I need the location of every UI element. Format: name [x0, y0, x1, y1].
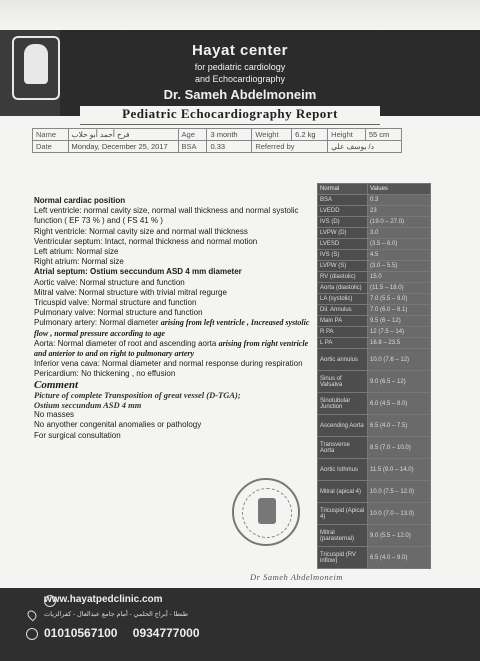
report-title: Pediatric Echocardiography Report: [80, 106, 380, 125]
meas-value: 6.5 (4.0 – 7.5): [368, 415, 431, 437]
measurements-body: [318, 195, 431, 569]
meas-value: 9.5 (6 – 12): [368, 316, 431, 327]
meas-row: [318, 415, 431, 437]
findings-section: [34, 196, 319, 441]
meas-row: [318, 272, 431, 283]
name-label: Name: [33, 129, 69, 141]
meas-value: (11.5 – 18.0): [368, 283, 431, 294]
finding-pericardium: Pericardium: No thickening , no effusion: [34, 369, 176, 379]
meas-param: L PA: [318, 338, 368, 349]
meas-param: Dil. Annulus: [318, 305, 368, 316]
finding-pulmonary-artery-b: arising from left ventricle , Increased systolic flow , normal pressure according to age: [34, 318, 310, 338]
finding-pulmonary-valve: Pulmonary valve: Normal structure and function: [34, 308, 203, 318]
meas-param: RV (diastolic): [318, 272, 368, 283]
meas-row: [318, 305, 431, 316]
meas-param: IVS (S): [318, 250, 368, 261]
meas-row: [318, 195, 431, 206]
meas-param: Main PA: [318, 316, 368, 327]
meas-row: [318, 459, 431, 481]
footer-address: طنطا - أبراج الحلمي - أمام جامع عبدالعال - كفرالزيات: [44, 611, 189, 618]
meas-row: [318, 525, 431, 547]
meas-param: Ascending Aorta: [318, 415, 368, 437]
meas-header-param: Normal: [318, 184, 368, 195]
comment-line-4: No anyother congenital anomalies or pathology: [34, 420, 202, 430]
meas-value: 8.5 (7.0 – 10.0): [368, 437, 431, 459]
meas-value: 3.0: [368, 228, 431, 239]
finding-position: Normal cardiac position: [34, 196, 126, 205]
page-top-edge: [0, 0, 480, 30]
meas-param: Transverse Aorta: [318, 437, 368, 459]
meas-row: [318, 206, 431, 217]
meas-param: Tricuspid (Apical 4): [318, 503, 368, 525]
comment-line-1: Picture of complete Transposition of great vessel (D-TGA);: [34, 389, 241, 400]
meas-header-value: Values: [368, 184, 431, 195]
meas-row: [318, 437, 431, 459]
meas-value: 9.0 (6.5 – 12): [368, 371, 431, 393]
meas-param: LVEDD: [318, 206, 368, 217]
location-pin-icon: [26, 609, 39, 622]
referred-label: Referred by: [252, 141, 328, 153]
age-value: 3 month: [207, 129, 252, 141]
finding-mitral-valve: Mitral valve: Normal structure with trivial mitral regurge: [34, 287, 227, 297]
finding-left-atrium: Left atrium: Normal size: [34, 247, 119, 257]
meas-value: (19.0 – 27.0): [368, 217, 431, 228]
finding-ivc: Inferior vena cava: Normal diameter and normal response during respiration: [34, 359, 303, 369]
meas-value: (3.0 – 5.5): [368, 261, 431, 272]
meas-param: LVESD: [318, 239, 368, 250]
meas-row: [318, 239, 431, 250]
meas-row: [318, 283, 431, 294]
finding-ventricular-septum: Ventricular septum: Intact, normal thickness and normal motion: [34, 236, 258, 246]
meas-row: [318, 338, 431, 349]
age-label: Age: [178, 129, 207, 141]
referred-value: د/ يوسف علي: [328, 141, 402, 153]
clinic-subtitle-1: for pediatric cardiology: [194, 62, 286, 72]
meas-row: [318, 316, 431, 327]
name-value: فرح أحمد أبو حلاب: [68, 129, 178, 141]
meas-value: 7.0 (5.5 – 9.0): [368, 294, 431, 305]
weight-value: 6.2 kg: [292, 129, 328, 141]
meas-param: Aortic annulus: [318, 349, 368, 371]
meas-param: Mitral (parasternal): [318, 525, 368, 547]
meas-value: 10.0 (7.6 – 12): [368, 349, 431, 371]
meas-param: LA (systolic): [318, 294, 368, 305]
meas-value: 11.5 (9.0 – 14.0): [368, 459, 431, 481]
meas-row: [318, 217, 431, 228]
clinic-subtitle-2: and Echocardiography: [194, 74, 286, 84]
comment-heading: Comment: [34, 378, 79, 391]
meas-row: [318, 228, 431, 239]
meas-param: IVS (D): [318, 217, 368, 228]
meas-param: Aortic Isthmus: [318, 459, 368, 481]
meas-row: [318, 250, 431, 261]
doctor-name: Dr. Sameh Abdelmoneim: [163, 87, 317, 102]
meas-param: LVPW (S): [318, 261, 368, 272]
footer-phone-1: 01010567100: [44, 626, 118, 640]
comment-line-5: For surgical consultation: [34, 430, 121, 440]
comment-line-3: No masses: [34, 410, 75, 420]
meas-param: LVPW (D): [318, 228, 368, 239]
meas-value: 16.8 – 23.5: [368, 338, 431, 349]
meas-value: 15.0: [368, 272, 431, 283]
patient-info-table: [32, 128, 402, 153]
finding-aorta-b: arising from right ventricle and anterior to and on right to pulmonary artery: [34, 338, 309, 359]
footer-website: www.hayatpedclinic.com: [44, 594, 163, 605]
finding-atrial-septum: Atrial septum: Ostium seccundum ASD 4 mm diameter: [34, 267, 242, 277]
meas-value: 10.0 (7.0 – 13.0): [368, 503, 431, 525]
comment-line-2: Ostium seccundum ASD 4 mm: [34, 400, 142, 411]
weight-label: Weight: [252, 129, 292, 141]
finding-left-ventricle: Left ventricle: normal cavity size, normal wall thickness and normal systolic function ( EF 73 % ) and ( FS 41 % ): [34, 206, 299, 226]
finding-aorta-a: Aorta: Normal diameter of root and ascending aorta: [34, 338, 217, 348]
clinic-name: Hayat center: [191, 42, 289, 59]
bsa-label: BSA: [178, 141, 207, 153]
finding-right-ventricle: Right ventricle: Normal cavity size and normal wall thickness: [34, 226, 248, 236]
finding-pulmonary-artery: [34, 318, 319, 338]
finding-aortic-valve: Aortic valve: Normal structure and function: [34, 277, 185, 287]
phone-icon: [26, 628, 38, 640]
meas-row: [318, 393, 431, 415]
meas-row: [318, 349, 431, 371]
meas-value: 0.3: [368, 195, 431, 206]
meas-row: [318, 371, 431, 393]
height-value: 55 cm: [365, 129, 401, 141]
doctor-signature: Dr Sameh Abdelmoneim: [250, 572, 343, 582]
footer-band: [0, 588, 480, 661]
meas-row: [318, 547, 431, 569]
meas-row: [318, 294, 431, 305]
clinic-logo-icon: [12, 36, 60, 100]
meas-value: 7.0 (6.0 – 8.1): [368, 305, 431, 316]
meas-param: Sinus of Valsalva: [318, 371, 368, 393]
meas-param: Mitral (apical 4): [318, 481, 368, 503]
meas-value: 23: [368, 206, 431, 217]
meas-param: BSA: [318, 195, 368, 206]
footer-phone-2: 0934777000: [132, 626, 200, 640]
meas-value: 4.5: [368, 250, 431, 261]
finding-pulmonary-artery-a: Pulmonary artery: Normal diameter: [34, 318, 159, 328]
meas-param: Tricuspid (RV inflow): [318, 547, 368, 569]
meas-row: [318, 481, 431, 503]
footer-phones: [44, 626, 212, 640]
meas-row: [318, 327, 431, 338]
height-label: Height: [328, 129, 366, 141]
finding-right-atrium: Right atrium: Normal size: [34, 257, 124, 267]
meas-value: 10.0 (7.5 – 12.0): [368, 481, 431, 503]
meas-row: [318, 503, 431, 525]
bsa-value: 0.33: [207, 141, 252, 153]
meas-row: [318, 261, 431, 272]
date-label: Date: [33, 141, 69, 153]
date-value: Monday, December 25, 2017: [68, 141, 178, 153]
meas-value: 12 (7.5 – 14): [368, 327, 431, 338]
meas-value: 9.0 (5.5 – 12.0): [368, 525, 431, 547]
finding-aorta: [34, 339, 319, 359]
measurements-table: [317, 183, 431, 569]
meas-param: Aorta (diastolic): [318, 283, 368, 294]
finding-tricuspid-valve: Tricuspid valve: Normal structure and function: [34, 298, 197, 308]
meas-param: Sinotubular Junction: [318, 393, 368, 415]
meas-param: R PA: [318, 327, 368, 338]
meas-value: 6.5 (4.0 – 9.0): [368, 547, 431, 569]
meas-value: 6.0 (4.5 – 8.0): [368, 393, 431, 415]
clinic-stamp: [232, 478, 300, 546]
meas-value: (3.5 – 6.0): [368, 239, 431, 250]
